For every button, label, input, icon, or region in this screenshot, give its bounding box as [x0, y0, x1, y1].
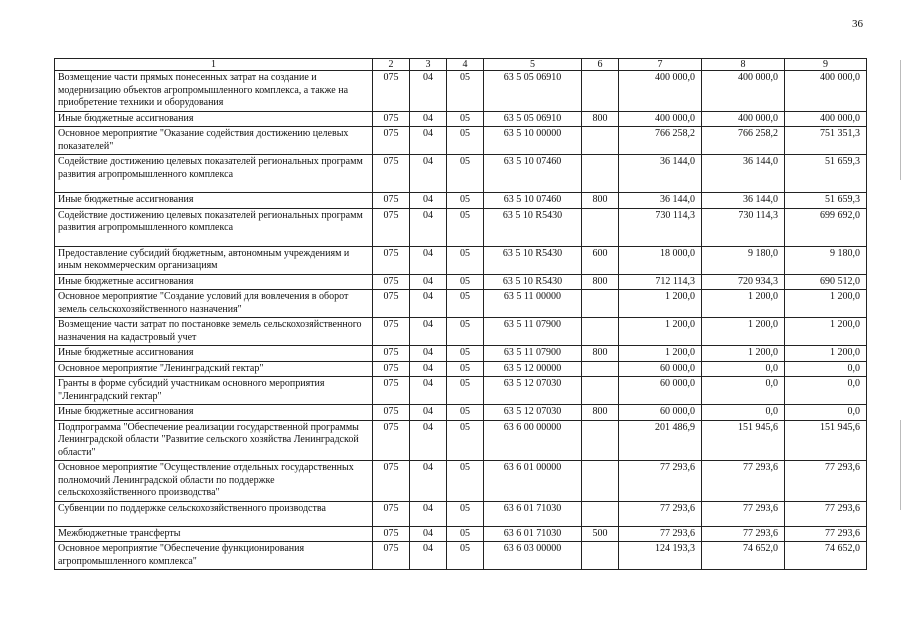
row-value-year-1: 60 000,0 — [619, 405, 702, 421]
row-target-article: 63 5 12 00000 — [484, 361, 582, 377]
row-name: Содействие достижению целевых показателей региональных программ развития агропромышленного комплекса — [55, 155, 373, 193]
row-value-year-1: 124 193,3 — [619, 542, 702, 570]
row-section: 075 — [373, 111, 410, 127]
row-section: 075 — [373, 361, 410, 377]
table-row — [55, 246, 867, 274]
row-subsection: 04 — [410, 542, 447, 570]
page-number: 36 — [852, 18, 863, 30]
row-target-article: 63 5 10 07460 — [484, 155, 582, 193]
row-section: 075 — [373, 420, 410, 461]
row-subsection: 04 — [410, 111, 447, 127]
table-row — [55, 155, 867, 193]
row-name: Возмещение части затрат по постановке земель сельскохозяйственного назначения на кадастровый учет — [55, 318, 373, 346]
table-row — [55, 208, 867, 246]
row-section: 075 — [373, 246, 410, 274]
row-expense-type: 800 — [582, 193, 619, 209]
row-section: 075 — [373, 193, 410, 209]
row-subsection: 04 — [410, 405, 447, 421]
row-subsection-2: 05 — [447, 71, 484, 112]
row-section: 075 — [373, 405, 410, 421]
row-subsection-2: 05 — [447, 193, 484, 209]
row-target-article: 63 6 01 71030 — [484, 501, 582, 526]
table-row — [55, 526, 867, 542]
row-value-year-2: 74 652,0 — [702, 542, 785, 570]
column-header: 3 — [410, 59, 447, 71]
row-name: Основное мероприятие "Ленинградский гектар" — [55, 361, 373, 377]
row-expense-type — [582, 542, 619, 570]
row-value-year-1: 36 144,0 — [619, 193, 702, 209]
row-subsection: 04 — [410, 208, 447, 246]
row-expense-type — [582, 155, 619, 193]
row-value-year-1: 400 000,0 — [619, 71, 702, 112]
row-value-year-2: 0,0 — [702, 377, 785, 405]
row-target-article: 63 5 12 07030 — [484, 377, 582, 405]
row-name: Гранты в форме субсидий участникам основного мероприятия "Ленинградский гектар" — [55, 377, 373, 405]
row-subsection-2: 05 — [447, 542, 484, 570]
row-subsection: 04 — [410, 526, 447, 542]
row-subsection: 04 — [410, 361, 447, 377]
column-header-row — [55, 59, 867, 71]
table-row — [55, 127, 867, 155]
row-subsection-2: 05 — [447, 246, 484, 274]
table-row — [55, 290, 867, 318]
row-name: Основное мероприятие "Оказание содействия достижению целевых показателей" — [55, 127, 373, 155]
table-row — [55, 501, 867, 526]
row-subsection: 04 — [410, 127, 447, 155]
row-subsection: 04 — [410, 377, 447, 405]
row-value-year-2: 766 258,2 — [702, 127, 785, 155]
row-value-year-1: 712 114,3 — [619, 274, 702, 290]
row-subsection: 04 — [410, 71, 447, 112]
row-section: 075 — [373, 526, 410, 542]
row-value-year-3: 77 293,6 — [785, 501, 867, 526]
row-subsection: 04 — [410, 461, 447, 502]
row-section: 075 — [373, 127, 410, 155]
table-row — [55, 111, 867, 127]
row-name: Основное мероприятие "Осуществление отдельных государственных полномочий Ленинградской области по поддержке сельскохозяйственного производства" — [55, 461, 373, 502]
row-value-year-2: 730 114,3 — [702, 208, 785, 246]
row-value-year-1: 60 000,0 — [619, 377, 702, 405]
row-value-year-1: 60 000,0 — [619, 361, 702, 377]
row-target-article: 63 6 03 00000 — [484, 542, 582, 570]
row-section: 075 — [373, 501, 410, 526]
row-value-year-1: 36 144,0 — [619, 155, 702, 193]
table-body — [55, 59, 867, 570]
column-header: 2 — [373, 59, 410, 71]
row-subsection-2: 05 — [447, 377, 484, 405]
row-subsection: 04 — [410, 346, 447, 362]
row-target-article: 63 5 05 06910 — [484, 111, 582, 127]
row-section: 075 — [373, 346, 410, 362]
row-subsection-2: 05 — [447, 526, 484, 542]
table-row — [55, 405, 867, 421]
row-target-article: 63 6 01 00000 — [484, 461, 582, 502]
row-subsection: 04 — [410, 318, 447, 346]
row-value-year-2: 1 200,0 — [702, 346, 785, 362]
row-name: Основное мероприятие "Обеспечение функционирования агропромышленного комплекса" — [55, 542, 373, 570]
row-target-article: 63 5 11 07900 — [484, 346, 582, 362]
row-value-year-3: 0,0 — [785, 361, 867, 377]
row-expense-type: 800 — [582, 274, 619, 290]
row-target-article: 63 5 10 00000 — [484, 127, 582, 155]
row-value-year-3: 151 945,6 — [785, 420, 867, 461]
row-value-year-3: 751 351,3 — [785, 127, 867, 155]
table-row — [55, 361, 867, 377]
row-value-year-2: 400 000,0 — [702, 71, 785, 112]
row-expense-type: 800 — [582, 405, 619, 421]
table-row — [55, 346, 867, 362]
row-section: 075 — [373, 461, 410, 502]
row-expense-type — [582, 71, 619, 112]
row-value-year-1: 1 200,0 — [619, 346, 702, 362]
row-value-year-1: 730 114,3 — [619, 208, 702, 246]
table-row — [55, 318, 867, 346]
row-value-year-2: 400 000,0 — [702, 111, 785, 127]
row-value-year-2: 151 945,6 — [702, 420, 785, 461]
row-value-year-1: 77 293,6 — [619, 461, 702, 502]
column-header: 9 — [785, 59, 867, 71]
row-subsection-2: 05 — [447, 127, 484, 155]
row-subsection: 04 — [410, 193, 447, 209]
row-value-year-3: 1 200,0 — [785, 318, 867, 346]
row-value-year-2: 0,0 — [702, 405, 785, 421]
row-subsection-2: 05 — [447, 405, 484, 421]
row-value-year-3: 0,0 — [785, 405, 867, 421]
row-expense-type — [582, 361, 619, 377]
row-section: 075 — [373, 71, 410, 112]
row-value-year-1: 77 293,6 — [619, 501, 702, 526]
column-header: 4 — [447, 59, 484, 71]
row-name: Основное мероприятие "Создание условий для вовлечения в оборот земель сельскохозяйственного назначения" — [55, 290, 373, 318]
row-name: Иные бюджетные ассигнования — [55, 193, 373, 209]
row-subsection-2: 05 — [447, 361, 484, 377]
row-value-year-1: 77 293,6 — [619, 526, 702, 542]
column-header: 5 — [484, 59, 582, 71]
row-name: Иные бюджетные ассигнования — [55, 111, 373, 127]
column-header: 1 — [55, 59, 373, 71]
row-expense-type — [582, 208, 619, 246]
row-section: 075 — [373, 290, 410, 318]
row-value-year-3: 690 512,0 — [785, 274, 867, 290]
row-subsection: 04 — [410, 420, 447, 461]
row-expense-type: 800 — [582, 111, 619, 127]
row-subsection-2: 05 — [447, 290, 484, 318]
row-value-year-2: 77 293,6 — [702, 461, 785, 502]
row-section: 075 — [373, 377, 410, 405]
row-name: Иные бюджетные ассигнования — [55, 405, 373, 421]
row-value-year-2: 1 200,0 — [702, 318, 785, 346]
row-value-year-1: 766 258,2 — [619, 127, 702, 155]
row-value-year-2: 720 934,3 — [702, 274, 785, 290]
row-expense-type — [582, 318, 619, 346]
row-subsection: 04 — [410, 246, 447, 274]
column-header: 8 — [702, 59, 785, 71]
row-subsection: 04 — [410, 290, 447, 318]
row-value-year-1: 18 000,0 — [619, 246, 702, 274]
row-target-article: 63 6 01 71030 — [484, 526, 582, 542]
row-value-year-1: 201 486,9 — [619, 420, 702, 461]
row-expense-type — [582, 420, 619, 461]
row-section: 075 — [373, 155, 410, 193]
row-section: 075 — [373, 208, 410, 246]
row-value-year-3: 699 692,0 — [785, 208, 867, 246]
row-value-year-3: 51 659,3 — [785, 193, 867, 209]
row-value-year-3: 1 200,0 — [785, 346, 867, 362]
row-expense-type: 800 — [582, 346, 619, 362]
row-target-article: 63 5 11 00000 — [484, 290, 582, 318]
row-expense-type — [582, 501, 619, 526]
row-section: 075 — [373, 318, 410, 346]
row-value-year-2: 36 144,0 — [702, 193, 785, 209]
row-target-article: 63 6 00 00000 — [484, 420, 582, 461]
row-subsection: 04 — [410, 155, 447, 193]
row-subsection-2: 05 — [447, 318, 484, 346]
table-row — [55, 274, 867, 290]
row-expense-type — [582, 290, 619, 318]
row-value-year-2: 0,0 — [702, 361, 785, 377]
row-subsection: 04 — [410, 501, 447, 526]
row-expense-type — [582, 461, 619, 502]
row-value-year-3: 400 000,0 — [785, 111, 867, 127]
scan-edge-mark — [900, 420, 901, 510]
row-value-year-2: 77 293,6 — [702, 526, 785, 542]
row-target-article: 63 5 10 07460 — [484, 193, 582, 209]
scan-edge-mark — [900, 60, 901, 180]
row-value-year-2: 77 293,6 — [702, 501, 785, 526]
column-header: 6 — [582, 59, 619, 71]
row-section: 075 — [373, 274, 410, 290]
row-value-year-3: 1 200,0 — [785, 290, 867, 318]
row-subsection-2: 05 — [447, 111, 484, 127]
row-value-year-3: 0,0 — [785, 377, 867, 405]
row-subsection-2: 05 — [447, 346, 484, 362]
row-value-year-3: 77 293,6 — [785, 461, 867, 502]
row-target-article: 63 5 10 R5430 — [484, 274, 582, 290]
row-subsection-2: 05 — [447, 420, 484, 461]
row-value-year-2: 36 144,0 — [702, 155, 785, 193]
row-section: 075 — [373, 542, 410, 570]
row-name: Иные бюджетные ассигнования — [55, 274, 373, 290]
row-subsection-2: 05 — [447, 461, 484, 502]
row-name: Подпрограмма "Обеспечение реализации государственной программы Ленинградской области "Развитие сельского хозяйства Ленинградской области" — [55, 420, 373, 461]
row-target-article: 63 5 11 07900 — [484, 318, 582, 346]
row-subsection-2: 05 — [447, 155, 484, 193]
table-row — [55, 542, 867, 570]
row-name: Предоставление субсидий бюджетным, автономным учреждениям и иным некоммерческим организациям — [55, 246, 373, 274]
row-subsection-2: 05 — [447, 208, 484, 246]
row-name: Содействие достижению целевых показателей региональных программ развития агропромышленного комплекса — [55, 208, 373, 246]
row-target-article: 63 5 10 R5430 — [484, 246, 582, 274]
row-expense-type — [582, 127, 619, 155]
row-value-year-3: 77 293,6 — [785, 526, 867, 542]
row-target-article: 63 5 10 R5430 — [484, 208, 582, 246]
row-expense-type: 500 — [582, 526, 619, 542]
row-value-year-3: 400 000,0 — [785, 71, 867, 112]
row-name: Иные бюджетные ассигнования — [55, 346, 373, 362]
row-target-article: 63 5 05 06910 — [484, 71, 582, 112]
row-value-year-1: 1 200,0 — [619, 290, 702, 318]
row-value-year-3: 51 659,3 — [785, 155, 867, 193]
row-subsection: 04 — [410, 274, 447, 290]
row-value-year-2: 1 200,0 — [702, 290, 785, 318]
row-value-year-1: 400 000,0 — [619, 111, 702, 127]
table-row — [55, 420, 867, 461]
table-row — [55, 461, 867, 502]
row-value-year-1: 1 200,0 — [619, 318, 702, 346]
table-row — [55, 71, 867, 112]
row-expense-type — [582, 377, 619, 405]
row-name: Субвенции по поддержке сельскохозяйственного производства — [55, 501, 373, 526]
row-expense-type: 600 — [582, 246, 619, 274]
column-header: 7 — [619, 59, 702, 71]
row-name: Межбюджетные трансферты — [55, 526, 373, 542]
row-value-year-2: 9 180,0 — [702, 246, 785, 274]
row-subsection-2: 05 — [447, 501, 484, 526]
row-subsection-2: 05 — [447, 274, 484, 290]
row-name: Возмещение части прямых понесенных затрат на создание и модернизацию объектов агропромышленного комплекса, а также на приобретение техники и оборудования — [55, 71, 373, 112]
row-value-year-3: 74 652,0 — [785, 542, 867, 570]
row-value-year-3: 9 180,0 — [785, 246, 867, 274]
table-row — [55, 193, 867, 209]
row-target-article: 63 5 12 07030 — [484, 405, 582, 421]
budget-table — [54, 58, 867, 570]
table-row — [55, 377, 867, 405]
